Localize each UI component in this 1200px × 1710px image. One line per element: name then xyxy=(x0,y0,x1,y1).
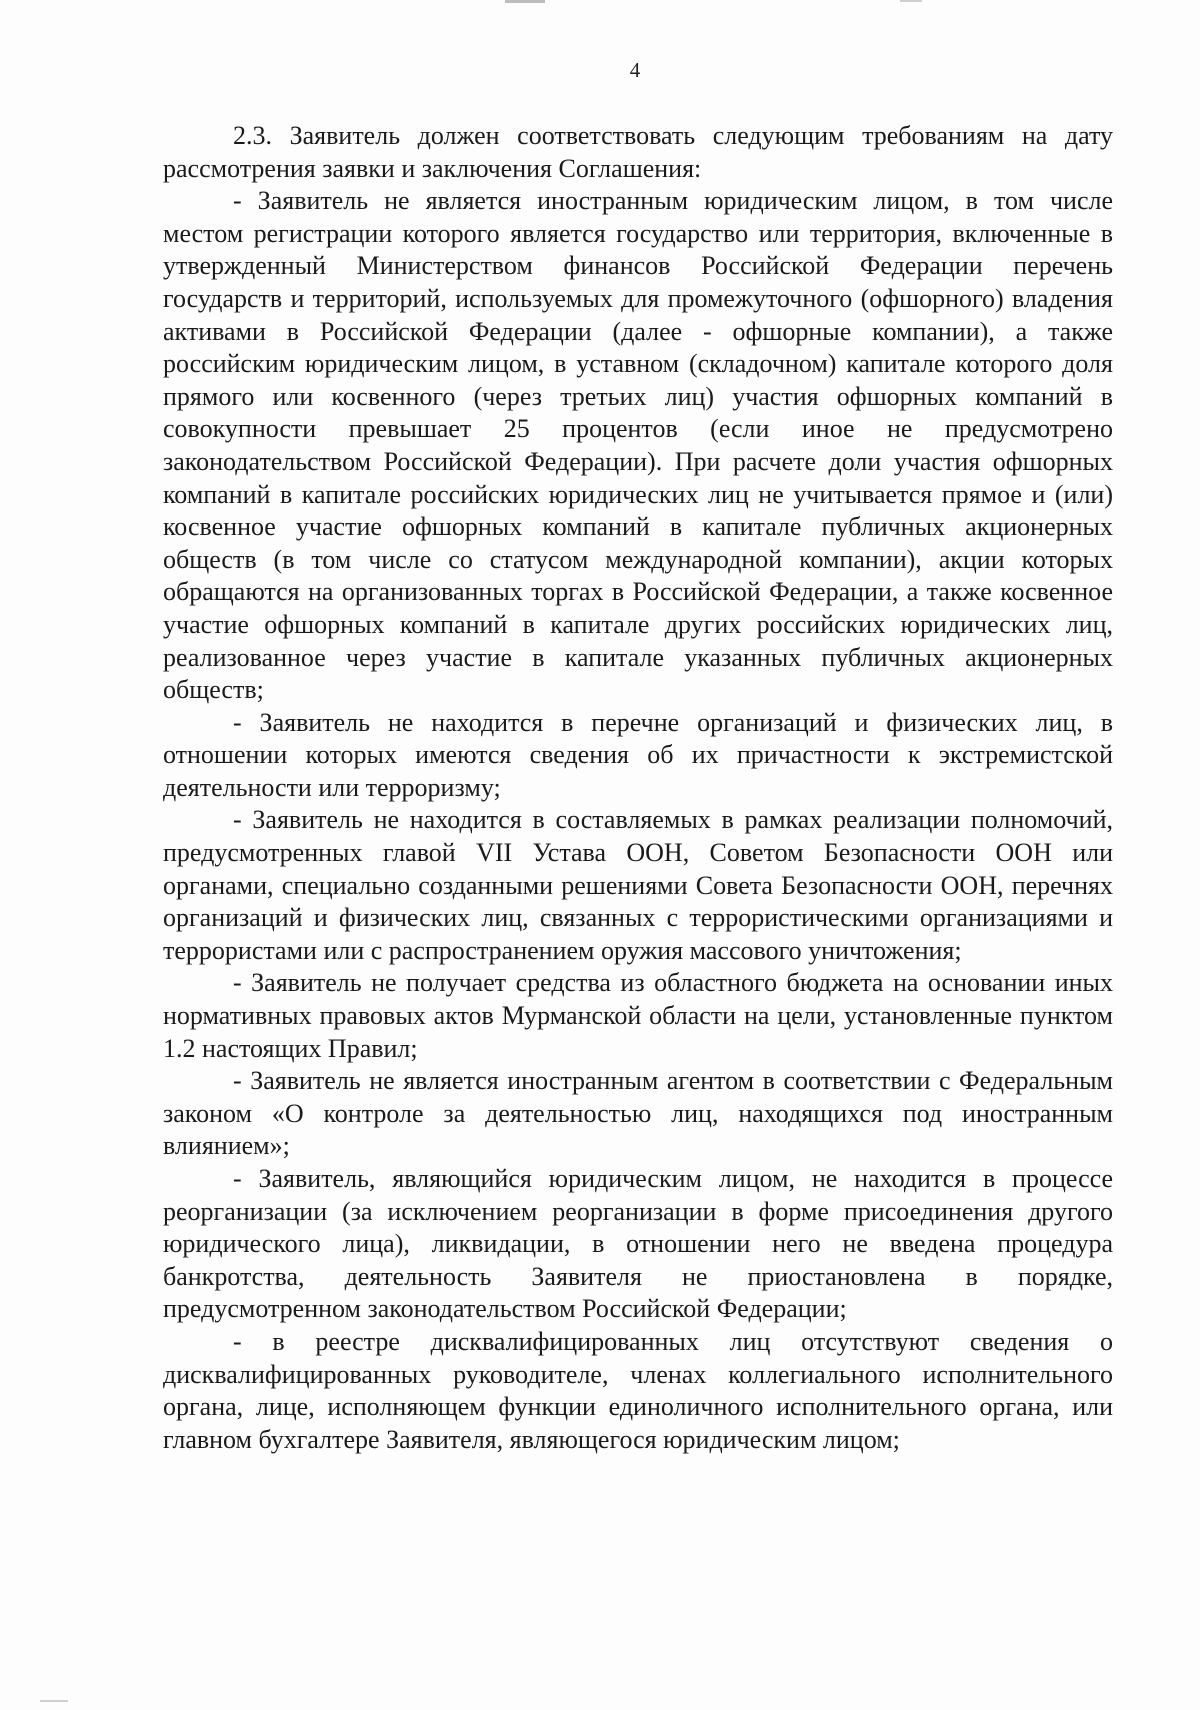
paragraph-offshore-requirement: - Заявитель не является иностранным юридическим лицом, в том числе местом регистрации которого является государство или территория, включенные в утвержденный Министерством финансов Российской Федерации перечень государств и территорий, используемых для промежуточного (офшорного) владения активами в Российской Федерации (далее - офшорные компании), а также российским юридическим лицом, в уставном (складочном) капитале которого доля прямого или косвенного (через третьих лиц) участия офшорных компаний в совокупности превышает 25 процентов (если иное не предусмотрено законодательством Российской Федерации). При расчете доли участия офшорных компаний в капитале российских юридических лиц не учитывается прямое и (или) косвенное участие офшорных компаний в капитале публичных акционерных обществ (в том числе со статусом международной компании), акции которых обращаются на организованных торгах в Российской Федерации, а также косвенное участие офшорных компаний в капитале других российских юридических лиц, реализованное через участие в капитале указанных публичных акционерных обществ; xyxy=(163,186,1113,705)
paragraph-2-3-intro: 2.3. Заявитель должен соответствовать следующим требованиям на дату рассмотрения заявки и заключения Соглашения: xyxy=(163,121,1113,183)
document-body xyxy=(163,120,1113,1456)
page-number: 4 xyxy=(629,58,641,82)
paragraph-un-sanctions-requirement: - Заявитель не находится в составляемых в рамках реализации полномочий, предусмотренных главой VII Устава ООН, Советом Безопасности ООН или органами, специально созданными решениями Совета Безопасности ООН, перечнях организаций и физических лиц, связанных с террористическими организациями и террористами или с распространением оружия массового уничтожения; xyxy=(163,805,1113,965)
paragraph-extremism-requirement: - Заявитель не находится в перечне организаций и физических лиц, в отношении которых имеются сведения об их причастности к экстремистской деятельности или терроризму; xyxy=(163,707,1113,802)
scan-artifact xyxy=(900,0,922,2)
paragraph-budget-funds-requirement: - Заявитель не получает средства из областного бюджета на основании иных нормативных правовых актов Мурманской области на цели, установленные пунктом 1.2 настоящих Правил; xyxy=(163,968,1113,1063)
scan-artifact xyxy=(505,0,545,3)
paragraph-disqualified-persons-requirement: - в реестре дисквалифицированных лиц отсутствуют сведения о дисквалифицированных руководителе, членах коллегиального исполнительного органа, лице, исполняющем функции единоличного исполнительного органа, или главном бухгалтере Заявителя, являющегося юридическим лицом; xyxy=(163,1326,1113,1454)
paragraph-foreign-agent-requirement: - Заявитель не является иностранным агентом в соответствии с Федеральным законом «О контроле за деятельностью лиц, находящихся под иностранным влиянием»; xyxy=(163,1066,1113,1161)
paragraph-reorganization-requirement: - Заявитель, являющийся юридическим лицом, не находится в процессе реорганизации (за исключением реорганизации в форме присоединения другого юридического лица), ликвидации, в отношении него не введена процедура банкротства, деятельность Заявителя не приостановлена в порядке, предусмотренном законодательством Российской Федерации; xyxy=(163,1164,1113,1324)
scan-artifact xyxy=(40,1700,68,1702)
